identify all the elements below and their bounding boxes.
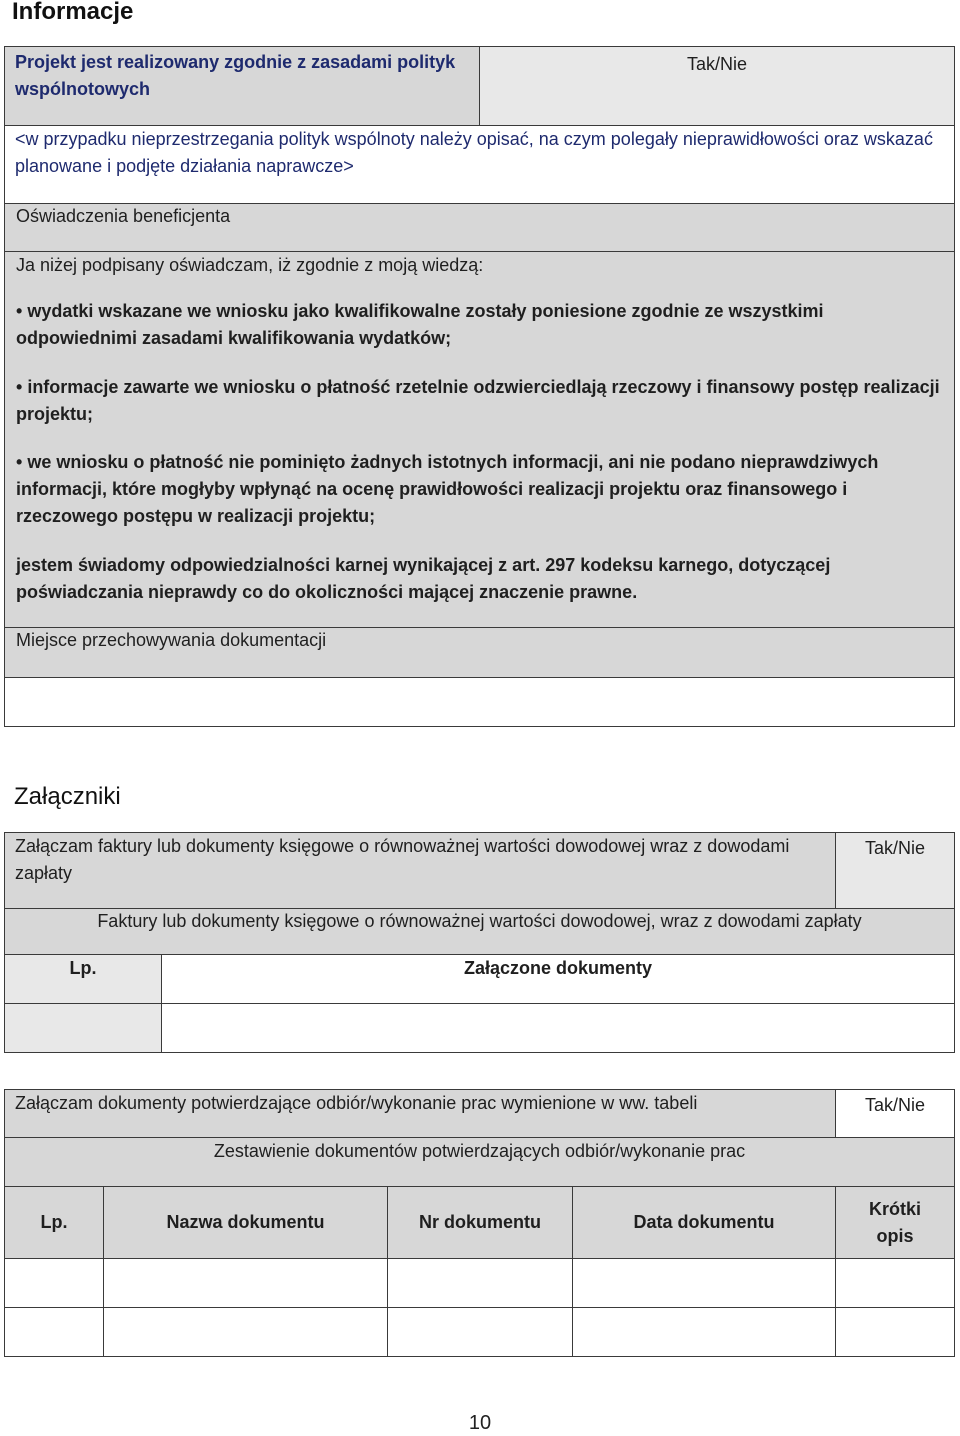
acceptance-row1-date[interactable] xyxy=(572,1258,836,1308)
acceptance-row1-name[interactable] xyxy=(103,1258,388,1308)
invoices-title: Faktury lub dokumenty księgowe o równoważnej wartości dowodowej, wraz z dowodami zapłaty xyxy=(97,911,862,931)
page-number: 10 xyxy=(468,1412,492,1434)
invoices-title-row xyxy=(4,908,955,955)
bullet-dot: • xyxy=(16,452,28,472)
statement-bullet-text: we wniosku o płatność nie pominięto żadnych istotnych informacji, ani nie podano nieprawdziwych informacji, które mogłyby wpłynąć na ocenę prawidłowości realizacji projektu oraz finansowego i rzeczowego postępu w realizacji projektu; xyxy=(16,452,879,526)
section-heading-informacje: Informacje xyxy=(12,0,134,25)
acceptance-row2-name[interactable] xyxy=(103,1307,388,1357)
acceptance-title-row xyxy=(4,1137,955,1187)
statements-title-row xyxy=(4,203,955,252)
invoices-value[interactable]: Tak/Nie xyxy=(835,832,955,909)
acceptance-col-name: Nazwa dokumentu xyxy=(103,1186,388,1259)
invoices-col-documents: Załączone dokumenty xyxy=(161,954,955,1004)
statements-title: Oświadczenia beneficjenta xyxy=(16,206,231,226)
acceptance-col-date: Data dokumentu xyxy=(572,1186,836,1259)
acceptance-row2-lp[interactable] xyxy=(4,1307,104,1357)
acceptance-label: Załączam dokumenty potwierdzające odbiór/wykonanie prac wymienione w ww. tabeli xyxy=(4,1089,836,1138)
policy-label: Projekt jest realizowany zgodnie z zasadami polityk wspólnotowych xyxy=(4,46,480,126)
acceptance-row2-description[interactable] xyxy=(835,1307,955,1357)
statement-bullet-text: wydatki wskazane we wniosku jako kwalifikowalne zostały poniesione zgodnie ze wszystkimi odpowiednimi zasadami kwalifikowania wydatków; xyxy=(16,301,824,348)
invoices-label: Załączam faktury lub dokumenty księgowe o równoważnej wartości dowodowej wraz z dowodami zapłaty xyxy=(4,832,836,909)
storage-input[interactable] xyxy=(4,677,955,727)
acceptance-row1-number[interactable] xyxy=(387,1258,573,1308)
acceptance-title: Zestawienie dokumentów potwierdzających odbiór/wykonanie prac xyxy=(213,1141,746,1161)
acceptance-row2-date[interactable] xyxy=(572,1307,836,1357)
statements-box xyxy=(4,251,955,628)
policy-description[interactable]: <w przypadku nieprzestrzegania polityk wspólnoty należy opisać, na czym polegały nieprawidłowości oraz wskazać planowane i podjęte działania naprawcze> xyxy=(4,125,955,204)
invoices-row-documents-cell[interactable] xyxy=(161,1003,955,1053)
statement-bullet-text: informacje zawarte we wniosku o płatność rzetelnie odzwierciedlają rzeczowy i finansowy postęp realizacji projektu; xyxy=(16,377,940,424)
storage-label-row xyxy=(4,627,955,678)
invoices-row-lp-cell[interactable] xyxy=(4,1003,162,1053)
storage-label: Miejsce przechowywania dokumentacji xyxy=(16,630,327,650)
acceptance-row2-number[interactable] xyxy=(387,1307,573,1357)
acceptance-col-number: Nr dokumentu xyxy=(387,1186,573,1259)
acceptance-col-description: Krótki opis xyxy=(835,1186,955,1259)
statements-intro: Ja niżej podpisany oświadczam, iż zgodnie z moją wiedzą: xyxy=(16,255,484,275)
statement-bullet-1 xyxy=(16,298,946,352)
acceptance-row1-description[interactable] xyxy=(835,1258,955,1308)
statement-bullet-2 xyxy=(16,374,946,428)
acceptance-value[interactable]: Tak/Nie xyxy=(835,1089,955,1138)
section-heading-zalaczniki: Załączniki xyxy=(14,783,121,810)
acceptance-col-lp: Lp. xyxy=(4,1186,104,1259)
awareness-statement: jestem świadomy odpowiedzialności karnej wynikającej z art. 297 kodeksu karnego, dotyczącej poświadczania nieprawdy co do okoliczności mającej znaczenie prawne. xyxy=(16,555,831,602)
statement-bullet-3 xyxy=(16,449,946,530)
invoices-col-lp: Lp. xyxy=(4,954,162,1004)
bullet-dot: • xyxy=(16,377,28,397)
bullet-dot: • xyxy=(16,301,28,321)
policy-value[interactable]: Tak/Nie xyxy=(479,46,955,126)
acceptance-row1-lp[interactable] xyxy=(4,1258,104,1308)
